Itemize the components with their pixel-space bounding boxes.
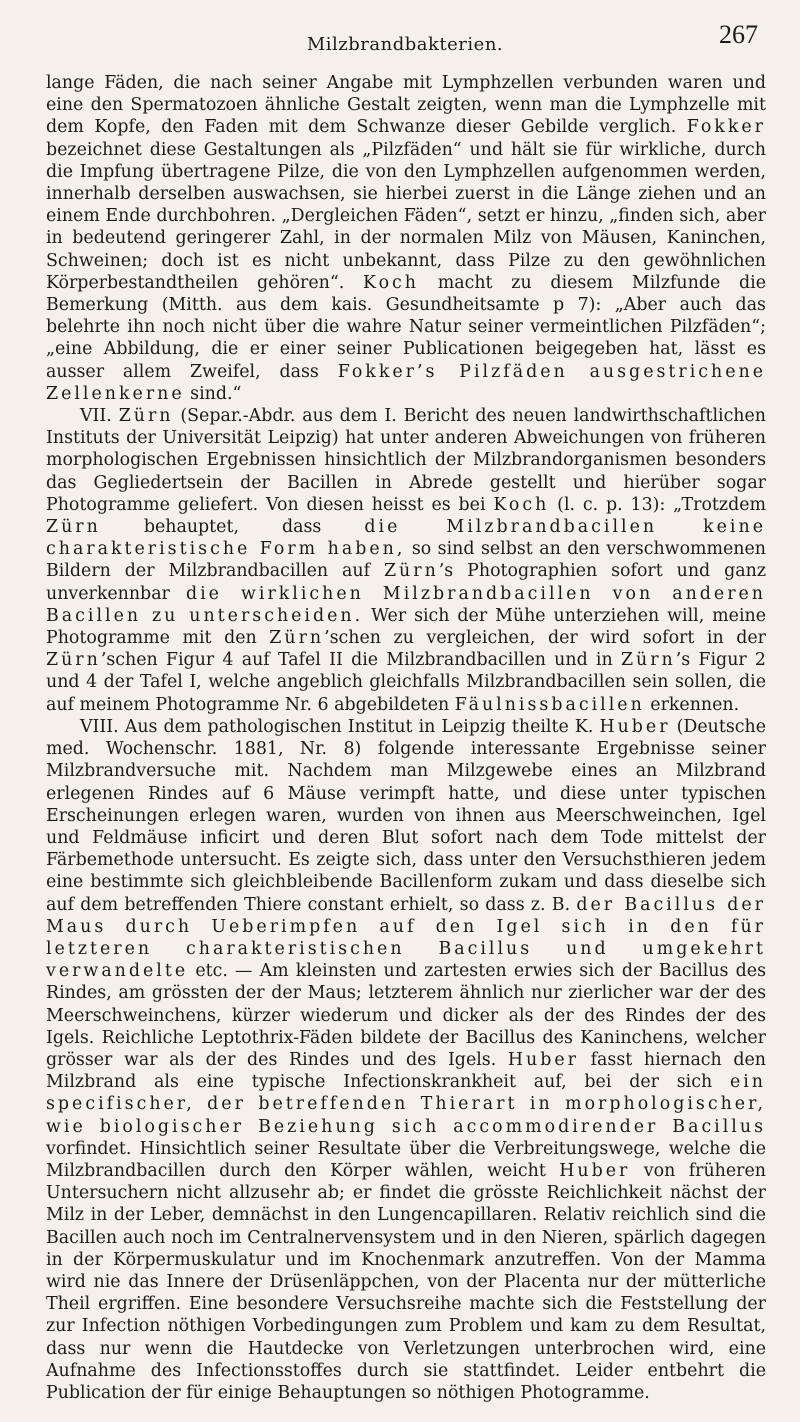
paragraph-text: VII. [80,406,119,427]
paragraph [46,72,766,405]
spaced-emphasis-text: die Milzbrandbacillen keine charakteristische Form haben, [46,517,766,560]
paragraph-text: erkennen. [644,694,740,715]
spaced-emphasis-text: Zürn [269,628,325,649]
paragraph-text: etc. — Am kleinsten und zartesten erwies sich der Bacillus des Rindes, am grössten der der Maus; letzterem ähnlich nur zierlicher war der des Meerschweinchens, kürzer wiederum und dicker als der des Rindes der des Igels. Reichliche Leptothrix-Fäden bildete der Bacillus des Kaninchens, welcher grösser war als der des Rindes und des Igels. [46,961,766,1070]
paragraph-text: von früheren Untersuchern nicht allzusehr ab; er findet die grösste Reichlichkeit nächst der Milz in der Leber, demnächst in den Lungencapillaren. Relativ reichlich sind die Bacillen auch noch im Centralnervensystem und in den Nieren, spärlich dagegen in der Körpermuskulatur und im Knochenmark anzutreffen. Von der Mamma wird nie das Innere der Drüsenläppchen, von der Placenta nur der mütterliche Theil ergriffen. Eine besondere Versuchsreihe machte sich die Feststellung der zur Infection nöthigen Vorbedingungen zum Problem und kam zu dem Resultat, dass nur wenn die Hautdecke von Verletzungen unterbrochen wird, eine Aufnahme des Infectionsstoffes durch sie stattfindet. Leider entbehrt die Publication der für einige Behauptungen so nöthigen Photogramme. [46,1160,766,1403]
paragraph-text: VIII. Aus dem pathologischen Institut in Leipzig theilte K. [80,716,600,737]
paragraph-text: (Deutsche med. Wochenschr. 1881, Nr. 8) folgende interessante Ergebnisse seiner Milzbrandversuche mit. Nachdem man Milzgewebe eines an Milzbrand erlegenen Rindes auf 6 Mäuse verimpft hatte, und diese unter typischen Erscheinungen erlegen waren, wurden von ihnen aus Meerschweinchen, Igel und Feldmäuse inficirt und deren Blut sofort nach dem Tode mittelst der Färbemethode untersucht. Es zeigte sich, dass unter den Versuchsthieren jedem eine bestimmte sich gleichbleibende Bacillenform zukam und dass dieselbe sich auf dem betreffenden Thiere constant erhielt, so dass z. B. [46,716,766,915]
paragraph-text: bezeichnet diese Gestaltungen als „Pilzfäden“ und hält sie für wirkliche, durch die Impfung übertragene Pilze, die von den Lymphzellen aufgenommen werden, innerhalb derselben auswachsen, sie hierbei zuerst in die Länge ziehen und an einem Ende durchbohren. „Dergleichen Fäden“, setzt er hinzu, „finden sich, aber in bedeutend geringerer Zahl, in der normalen Milz von Mäusen, Kaninchen, Schweinen; doch ist es nicht unbekannt, dass Pilze zu den gewöhnlichen Körperbestandtheilen gehören“. [46,139,766,293]
paragraph-text: behauptet, dass [100,517,365,538]
body-text [46,72,766,1404]
paragraph-text: Wer sich der Mühe unterziehen will, meine Photogramme mit den [46,605,766,649]
paragraph-text: vorfindet. Hinsichtlich seiner Resultate über die Verbreitungswege, welche die Milzbrandbacillen durch den Körper wählen, weicht [46,1138,766,1181]
paragraph-text: (l. c. p. 13): „Trotzdem [549,494,766,515]
spaced-emphasis-text: Fokker’s Pilzfäden ausgestrichene Zellenkerne [46,361,766,404]
spaced-emphasis-text: Koch [363,272,419,293]
paragraph-text: sind.“ [184,383,242,404]
page-number: 267 [719,20,758,49]
paragraph-text: (Separ.-Abdr. aus dem I. Bericht des neuen landwirthschaftlichen Instituts der Universität Leipzig) hat unter anderen Abweichungen von früheren morphologischen Ergebnissen hinsichtlich der Milzbrandorganismen besonders das Gegliedertsein der Bacillen in Abrede gestellt und hierüber sogar Photogramme geliefert. Von diesen heisst es bei [46,406,766,515]
spaced-emphasis-text: ein specifischer, der betreffenden Thierart in morphologischer, wie biologischer Beziehung sich accommodirender Bacillus [46,1072,766,1137]
running-title: Milzbrandbakterien. [306,34,504,55]
spaced-emphasis-text: Fäulnissbacillen [454,694,645,715]
spaced-emphasis-text: Zürn [46,517,101,538]
paragraph-text: fasst hiernach den Milzbrand als eine typische Infectionskrankheit auf, bei der sich [46,1049,766,1093]
paragraph-text: ’s Figur 2 und 4 der Tafel I, welche angeblich gleichfalls Milzbrandbacillen sein sollen, die auf meinem Photogramme Nr. 6 abgebildeten [46,650,767,715]
spaced-emphasis-text: Zürn [620,650,676,671]
spaced-emphasis-text: die wirklichen Milzbrandbacillen von anderen Bacillen zu unterscheiden. [46,583,767,626]
spaced-emphasis-text: Huber [599,716,671,737]
spaced-emphasis-text: der Bacillus der Maus durch Ueberimpfen auf den Igel sich in den für letzteren charakteristischen Bacillus und umgekehrt verwandelte [46,894,766,982]
spaced-emphasis-text: Zürn [118,406,174,427]
spaced-emphasis-text: Huber [559,1160,631,1181]
page-header [46,8,764,60]
paragraph [46,405,766,716]
paragraph-text: ’schen zu vergleichen, der wird sofort in der [324,628,766,649]
paragraph-text: ’s Photographien sofort und ganz unverkennbar [46,561,766,604]
spaced-emphasis-text: Zürn [46,650,101,671]
spaced-emphasis-text: Huber [507,1049,579,1070]
paragraph-text: so sind selbst an den verschwommenen Bildern der Milzbrandbacillen auf [46,539,766,582]
paragraph [46,716,766,1404]
paragraph-text: macht zu diesem Milzfunde die Bemerkung (Mitth. aus dem kais. Gesundheitsamte p 7): „Aber auch das belehrte ihn noch nicht über die wahre Natur seiner vermeintlichen Pilzfäden“; „eine Abbildung, die er einer seiner Publicationen beigegeben hat, lässt es ausser allem Zweifel, dass [46,272,767,382]
paragraph-text: ’schen Figur 4 auf Tafel II die Milzbrandbacillen und in [100,650,621,671]
spaced-emphasis-text: Fokker [686,117,766,138]
paragraph-text: lange Fäden, die nach seiner Angabe mit Lymphzellen verbunden waren und eine den Spermatozoen ähnliche Gestalt zeigten, wenn man die Lymphzelle mit dem Kopfe, den Faden mit dem Schwanze dieser Gebilde verglich. [46,73,766,138]
spaced-emphasis-text: Koch [493,494,550,515]
spaced-emphasis-text: Zürn [383,561,439,582]
